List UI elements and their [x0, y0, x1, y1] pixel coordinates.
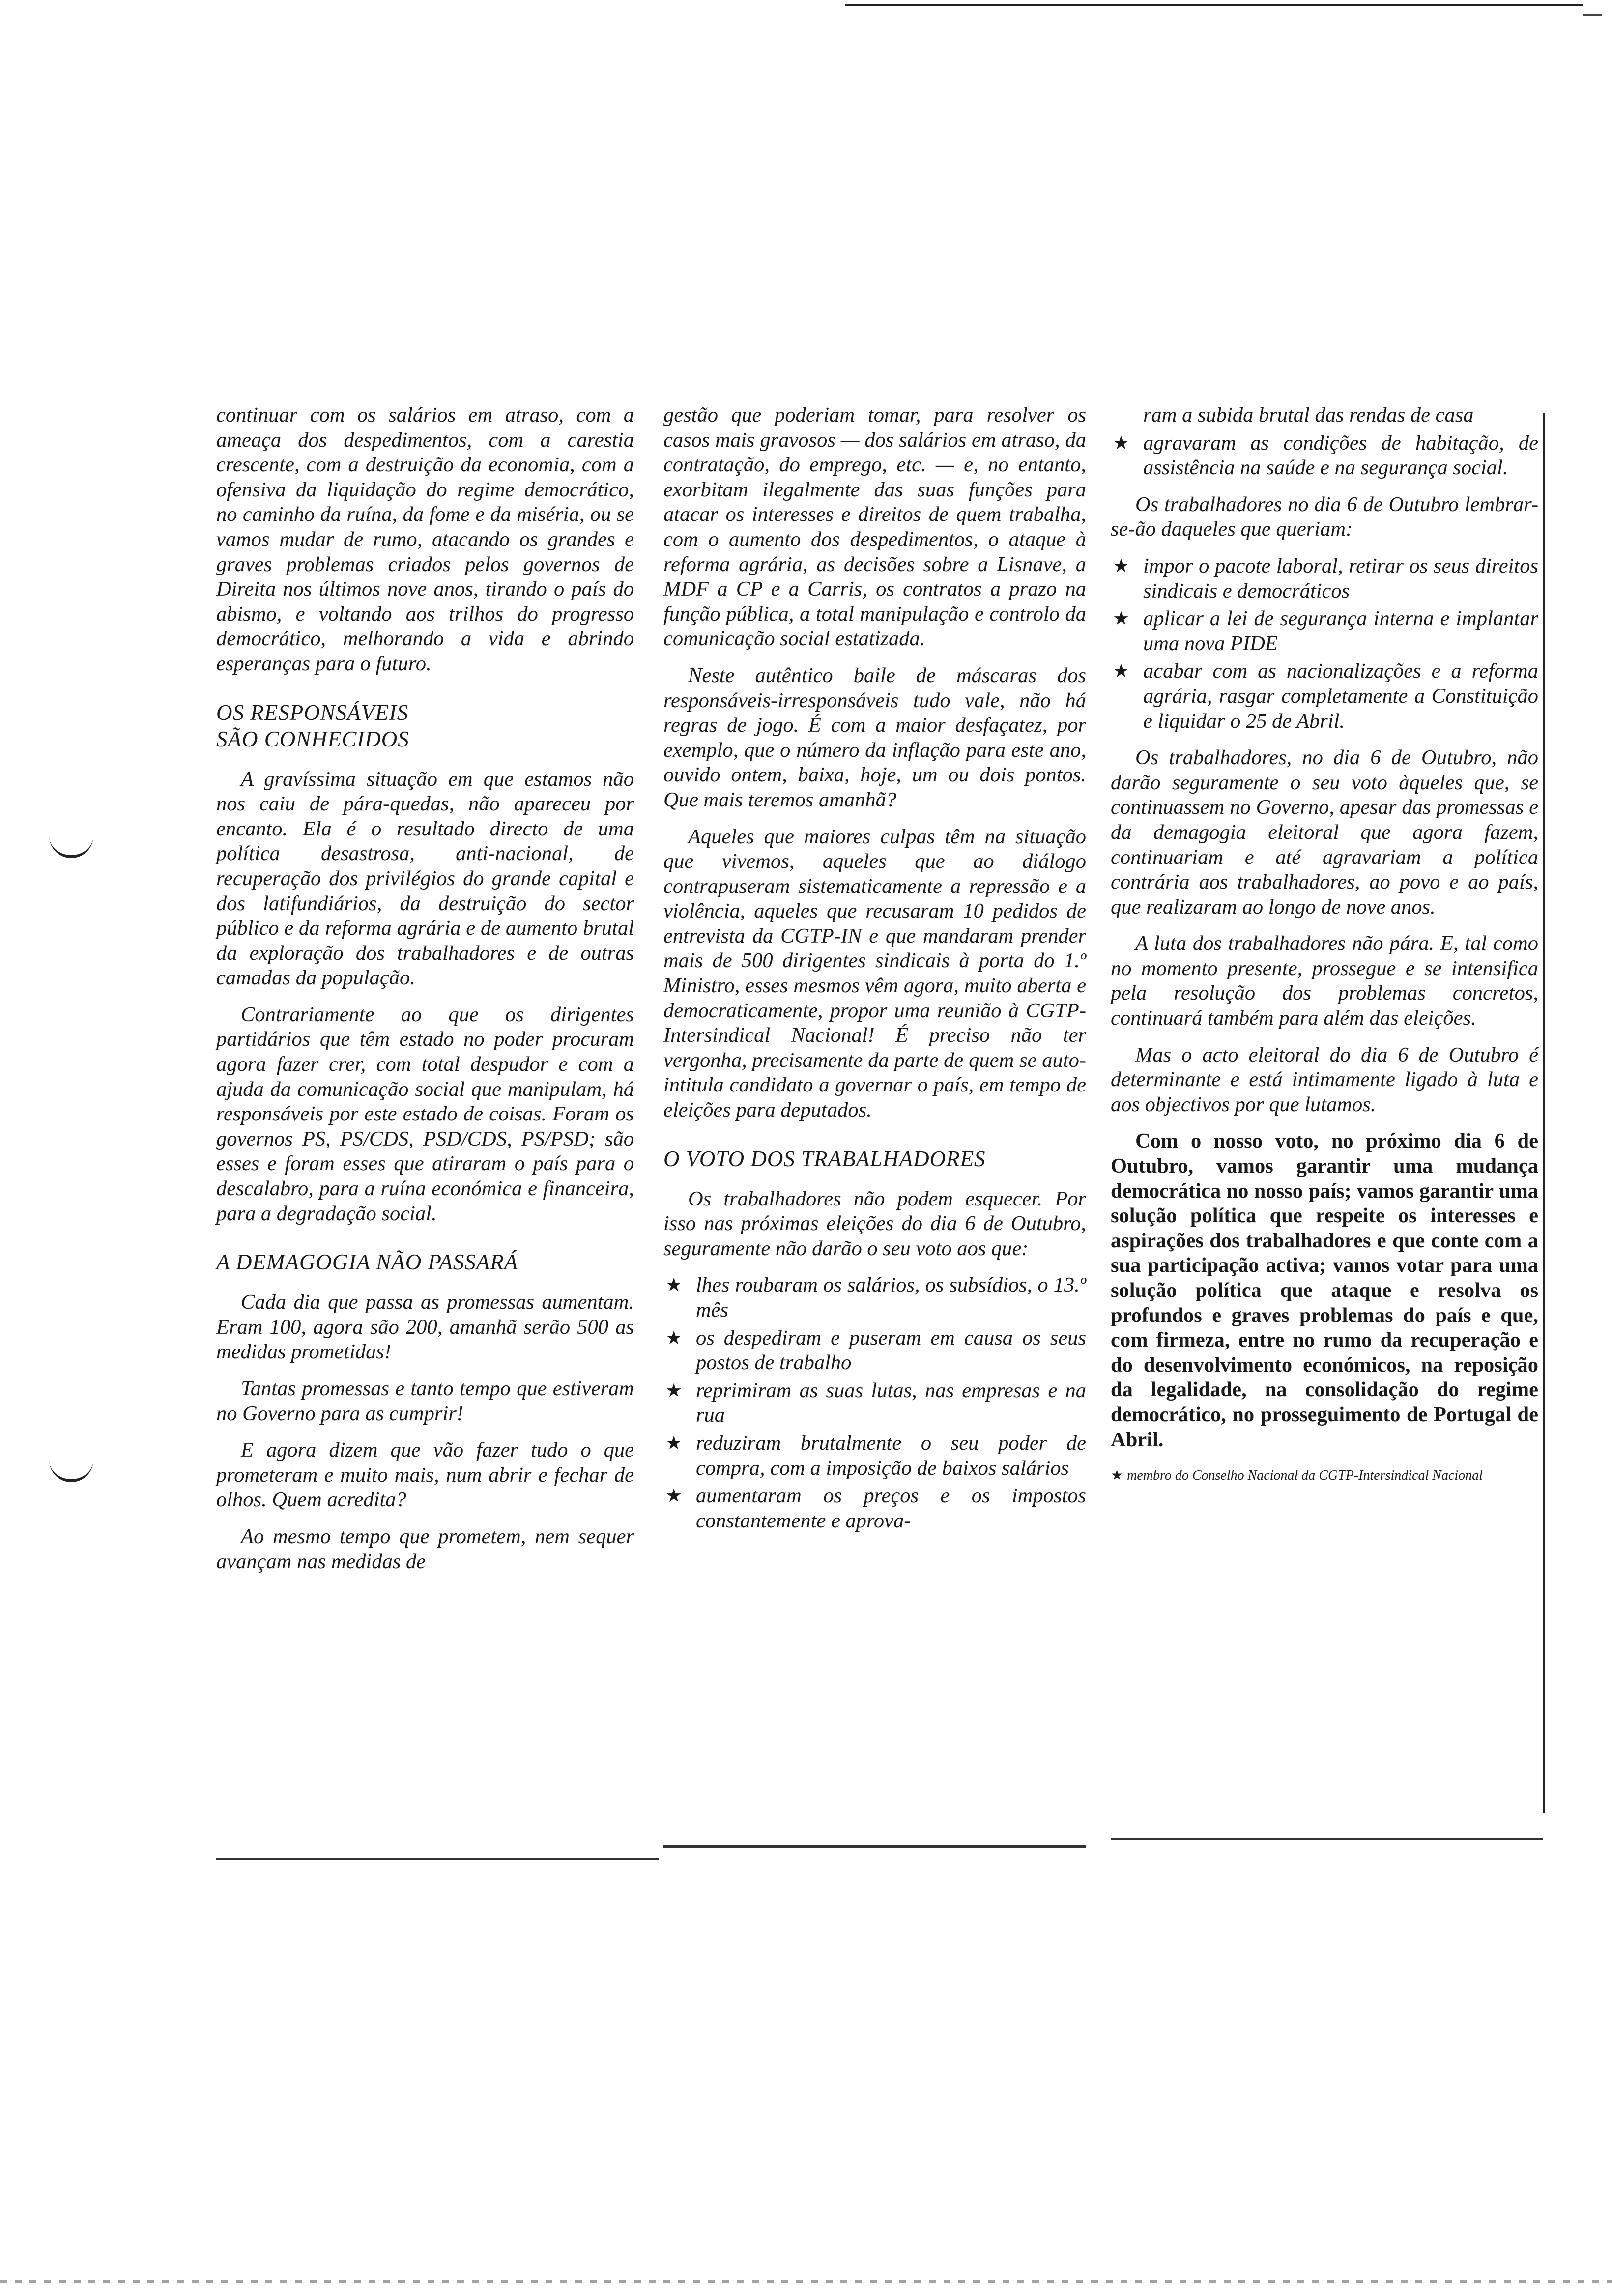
- list-item-text: reduziram brutalmente o seu poder de compra, com a imposição de baixos salários: [696, 1431, 1086, 1480]
- col3-paragraph-3: A luta dos trabalhadores não pára. E, tal como no momento presente, prossegue e se intensifica pela resolução dos problemas concretos, continuará também para além das eleições.: [1111, 932, 1538, 1030]
- top-rule: [845, 4, 1583, 6]
- star-icon: ★: [665, 1327, 683, 1349]
- list-item-text: reprimiram as suas lutas, nas empresas e na rua: [696, 1378, 1086, 1427]
- list-item-text: aumentaram os preços e os impostos constantemente e aprova-: [696, 1484, 1086, 1532]
- star-icon: ★: [1113, 555, 1130, 576]
- list-item-text: acabar com as nacionalizações e a reforma agrária, rasgar completamente a Constituição e liquidar o 25 de Abril.: [1143, 660, 1538, 733]
- list-item: [663, 1326, 1086, 1376]
- list-item: [1111, 659, 1538, 734]
- column-2: [663, 403, 1086, 1545]
- column-1: [216, 403, 634, 1586]
- bottom-rule-col1: [216, 1858, 659, 1860]
- star-icon: ★: [1113, 661, 1130, 682]
- col1-paragraph-7: Ao mesmo tempo que prometem, nem sequer avançam nas medidas de: [216, 1524, 634, 1573]
- col2-paragraph-1: gestão que poderiam tomar, para resolver os casos mais gravosos — dos salários em atraso, da contratação, do emprego, etc. — e, no entanto, exorbitam ilegalmente das suas funções para atacar os interesses e direitos de quem trabalha, com o aumento dos despedimentos, o ataque à reforma agrária, as decisões sobre a Lisnave, a MDF a CP e a Carris, os contratos a prazo na função pública, a total manipulação e controlo da comunicação social estatizada.: [663, 403, 1086, 651]
- intentions-list: [1111, 554, 1538, 734]
- punch-hole-lower: [49, 1455, 93, 1482]
- star-icon: ★: [1113, 608, 1130, 630]
- top-dash: [1583, 14, 1602, 16]
- list-item-text: agravaram as condições de habitação, de assistência na saúde e na segurança social.: [1143, 431, 1538, 480]
- list-item: [663, 1431, 1086, 1481]
- list-item: [1111, 431, 1538, 481]
- list-item: [1111, 606, 1538, 656]
- col1-paragraph-2: A gravíssima situação em que estamos não nos caiu de pára-quedas, não apareceu por encanto. Ela é o resultado directo de uma política desastrosa, anti-nacional, de recuperação dos privilégios do grande capital e dos latifundiários, da destruição do sector público e da reforma agrária e de aumento brutal da exploração dos trabalhadores e de outras camadas da população.: [216, 767, 634, 990]
- heading-voto: O VOTO DOS TRABALHADORES: [663, 1146, 986, 1171]
- list-item-text: impor o pacote laboral, retirar os seus direitos sindicais e democráticos: [1143, 554, 1538, 603]
- bottom-rule-col2: [663, 1845, 1086, 1848]
- col3-paragraph-2: Os trabalhadores, no dia 6 de Outubro, não darão seguramente o seu voto àqueles que, se continuassem no Governo, apesar das promessas e da demagogia eleitoral que agora fazem, continuariam e até agravariam a política contrária aos trabalhadores, ao povo e ao país, que realizaram ao longo de nove anos.: [1111, 746, 1538, 918]
- star-icon: ★: [665, 1486, 683, 1507]
- list-item: [663, 1273, 1086, 1322]
- col2-paragraph-3: Aqueles que maiores culpas têm na situação que vivemos, aqueles que ao diálogo contrapuseram sistematicamente a repressão e a violência, aqueles que recusaram 10 pedidos de entrevista da CGTP-IN e que mandaram prender mais de 500 dirigentes sindicais à porta do 1.º Ministro, esses mesmos vêm agora, muito aberta e democraticamente, propor uma reunião à CGTP-Intersindical Nacional! É preciso não ter vergonha, precisamente da parte de quem se auto-intitula candidato a governar o país, em tempo de eleições para deputados.: [663, 825, 1086, 1122]
- star-icon: ★: [1113, 432, 1130, 454]
- star-icon: ★: [665, 1275, 683, 1296]
- grievance-list: [663, 1273, 1086, 1533]
- column-3: [1111, 403, 1538, 1485]
- col1-paragraph-4: Cada dia que passa as promessas aumentam. Eram 100, agora são 200, amanhã serão 500 as medidas prometidas!: [216, 1291, 634, 1364]
- col3-paragraph-1: Os trabalhadores no dia 6 de Outubro lembrar-se-ão daqueles que queriam:: [1111, 492, 1538, 541]
- list-item: [663, 1484, 1086, 1533]
- heading-responsaveis-line-1: OS RESPONSÁVEIS: [216, 700, 409, 725]
- footnote: [1111, 1467, 1538, 1485]
- star-icon: ★: [1111, 1468, 1123, 1484]
- heading-demagogia: A DEMAGOGIA NÃO PASSARÁ: [216, 1250, 518, 1275]
- footnote-text: membro do Conselho Nacional da CGTP-Intersindical Nacional: [1127, 1468, 1483, 1484]
- grievance-list-continued: [1111, 403, 1538, 481]
- punch-hole-upper: [49, 831, 93, 858]
- list-item-text: os despediram e puseram em causa os seus postos de trabalho: [696, 1326, 1086, 1375]
- heading-responsaveis-line-2: SÃO CONHECIDOS: [216, 726, 409, 751]
- col1-paragraph-3: Contrariamente ao que os dirigentes partidários que têm estado no poder procuram agora fazer crer, com total despudor e com a ajuda da comunicação social que manipulam, há responsáveis por este estado de coisas. Foram os governos PS, PS/CDS, PSD/CDS, PS/PSD; são esses e foram esses que atiraram o país para o descalabro, para a ruína económica e financeira, para a degradação social.: [216, 1003, 634, 1225]
- list-item-text: aplicar a lei de segurança interna e implantar uma nova PIDE: [1143, 607, 1538, 655]
- star-icon: ★: [665, 1433, 683, 1454]
- col2-paragraph-2: Neste autêntico baile de máscaras dos responsáveis-irresponsáveis tudo vale, não há regras de jogo. É com a maior desfaçatez, por exemplo, que o número da inflação para este ano, ouvido ontem, baixa, hoje, um ou dois pontos. Que mais teremos amanhã?: [663, 663, 1086, 811]
- scan-edge-noise: [0, 2280, 1612, 2283]
- col2-paragraph-4: Os trabalhadores não podem esquecer. Por isso nas próximas eleições do dia 6 de Outubro, seguramente não darão o seu voto aos que:: [663, 1187, 1086, 1260]
- list-item-text: lhes roubaram os salários, os subsídios, o 13.º mês: [696, 1273, 1086, 1321]
- list-item: [1111, 554, 1538, 603]
- col1-paragraph-5: Tantas promessas e tanto tempo que estiveram no Governo para as cumprir!: [216, 1377, 634, 1425]
- col3-paragraph-4: Mas o acto eleitoral do dia 6 de Outubro é determinante e está intimamente ligado à luta e aos objectivos por que lutamos.: [1111, 1043, 1538, 1116]
- col1-paragraph-6: E agora dizem que vão fazer tudo o que prometeram e muito mais, num abrir e fechar de olhos. Quem acredita?: [216, 1438, 634, 1512]
- list-item-text: ram a subida brutal das rendas de casa: [1143, 403, 1474, 427]
- right-column-rule: [1543, 413, 1545, 1813]
- col3-conclusion-bold: Com o nosso voto, no próximo dia 6 de Outubro, vamos garantir uma mudança democrática no nosso país; vamos garantir uma solução política que respeite os interesses e aspirações dos trabalhadores e que conte com a sua participação activa; vamos votar para uma solução política que ataque e resolva os profundos e graves problemas do país e que, com firmeza, entre no rumo da recuperação e do desenvolvimento económicos, na reposição da legalidade, na consolidação do regime democrático, no prosseguimento de Portugal de Abril.: [1111, 1129, 1538, 1451]
- star-icon: ★: [665, 1380, 683, 1401]
- list-item: [663, 1378, 1086, 1428]
- bottom-rule-col3: [1111, 1838, 1543, 1840]
- col1-paragraph-1: continuar com os salários em atraso, com a ameaça dos despedimentos, com a carestia crescente, com a destruição da economia, com a ofensiva da liquidação do regime democrático, no caminho da ruína, da fome e da miséria, ou se vamos mudar de rumo, atacando os grandes e graves problemas criados pelos governos de Direita nos últimos nove anos, tirando o país do abismo, e voltando aos trilhos do progresso democrático, melhorando a vida e abrindo esperanças para o futuro.: [216, 403, 634, 675]
- heading-responsaveis: [216, 699, 634, 752]
- list-item: [1111, 403, 1538, 428]
